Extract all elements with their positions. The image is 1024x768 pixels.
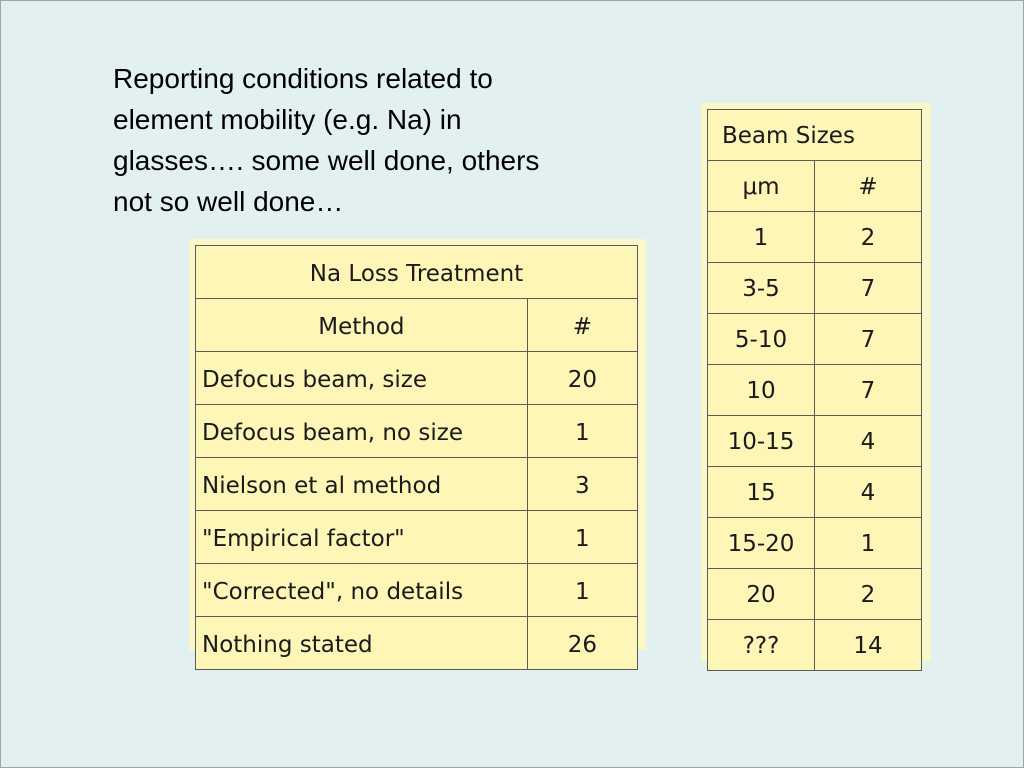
method-cell: Nothing stated <box>196 617 528 670</box>
table-row <box>196 405 638 458</box>
size-cell: 5-10 <box>708 314 815 365</box>
count-cell: 3 <box>527 458 637 511</box>
size-cell: 1 <box>708 212 815 263</box>
count-cell: 4 <box>815 467 922 518</box>
table-row <box>708 263 922 314</box>
size-cell: 10 <box>708 365 815 416</box>
size-cell: 15-20 <box>708 518 815 569</box>
count-cell: 20 <box>527 352 637 405</box>
table-title-row <box>708 110 922 161</box>
count-cell: 1 <box>527 405 637 458</box>
column-header-size: μm <box>708 161 815 212</box>
count-cell: 1 <box>527 511 637 564</box>
count-cell: 26 <box>527 617 637 670</box>
table-row <box>196 458 638 511</box>
table-row <box>708 518 922 569</box>
size-cell: 10-15 <box>708 416 815 467</box>
table-row <box>708 467 922 518</box>
count-cell: 1 <box>815 518 922 569</box>
table-row <box>196 352 638 405</box>
count-cell: 7 <box>815 365 922 416</box>
table-title: Na Loss Treatment <box>196 246 638 299</box>
slide-caption <box>113 58 653 222</box>
table-row <box>708 569 922 620</box>
size-cell: ??? <box>708 620 815 671</box>
method-cell: Defocus beam, size <box>196 352 528 405</box>
table-header-row <box>708 161 922 212</box>
method-cell: "Corrected", no details <box>196 564 528 617</box>
table-row <box>196 511 638 564</box>
table-row <box>708 365 922 416</box>
column-header-method: Method <box>196 299 528 352</box>
na-loss-table-panel <box>189 239 646 658</box>
method-cell: Nielson et al method <box>196 458 528 511</box>
table-header-row <box>196 299 638 352</box>
size-cell: 3-5 <box>708 263 815 314</box>
beam-sizes-table-panel <box>701 103 931 661</box>
table-row <box>708 212 922 263</box>
column-header-count: # <box>527 299 637 352</box>
beam-sizes-table <box>707 109 922 671</box>
count-cell: 1 <box>527 564 637 617</box>
table-row <box>708 416 922 467</box>
caption-line: element mobility (e.g. Na) in <box>113 104 462 135</box>
table-title: Beam Sizes <box>708 110 922 161</box>
count-cell: 4 <box>815 416 922 467</box>
caption-line: not so well done… <box>113 186 344 217</box>
method-cell: Defocus beam, no size <box>196 405 528 458</box>
count-cell: 7 <box>815 314 922 365</box>
method-cell: "Empirical factor" <box>196 511 528 564</box>
size-cell: 15 <box>708 467 815 518</box>
count-cell: 2 <box>815 569 922 620</box>
caption-line: glasses…. some well done, others <box>113 145 540 176</box>
table-row <box>196 617 638 670</box>
na-loss-table <box>195 245 638 670</box>
count-cell: 14 <box>815 620 922 671</box>
table-row <box>708 620 922 671</box>
count-cell: 7 <box>815 263 922 314</box>
table-row <box>196 564 638 617</box>
caption-line: Reporting conditions related to <box>113 63 493 94</box>
table-title-row <box>196 246 638 299</box>
size-cell: 20 <box>708 569 815 620</box>
column-header-count: # <box>815 161 922 212</box>
count-cell: 2 <box>815 212 922 263</box>
table-row <box>708 314 922 365</box>
